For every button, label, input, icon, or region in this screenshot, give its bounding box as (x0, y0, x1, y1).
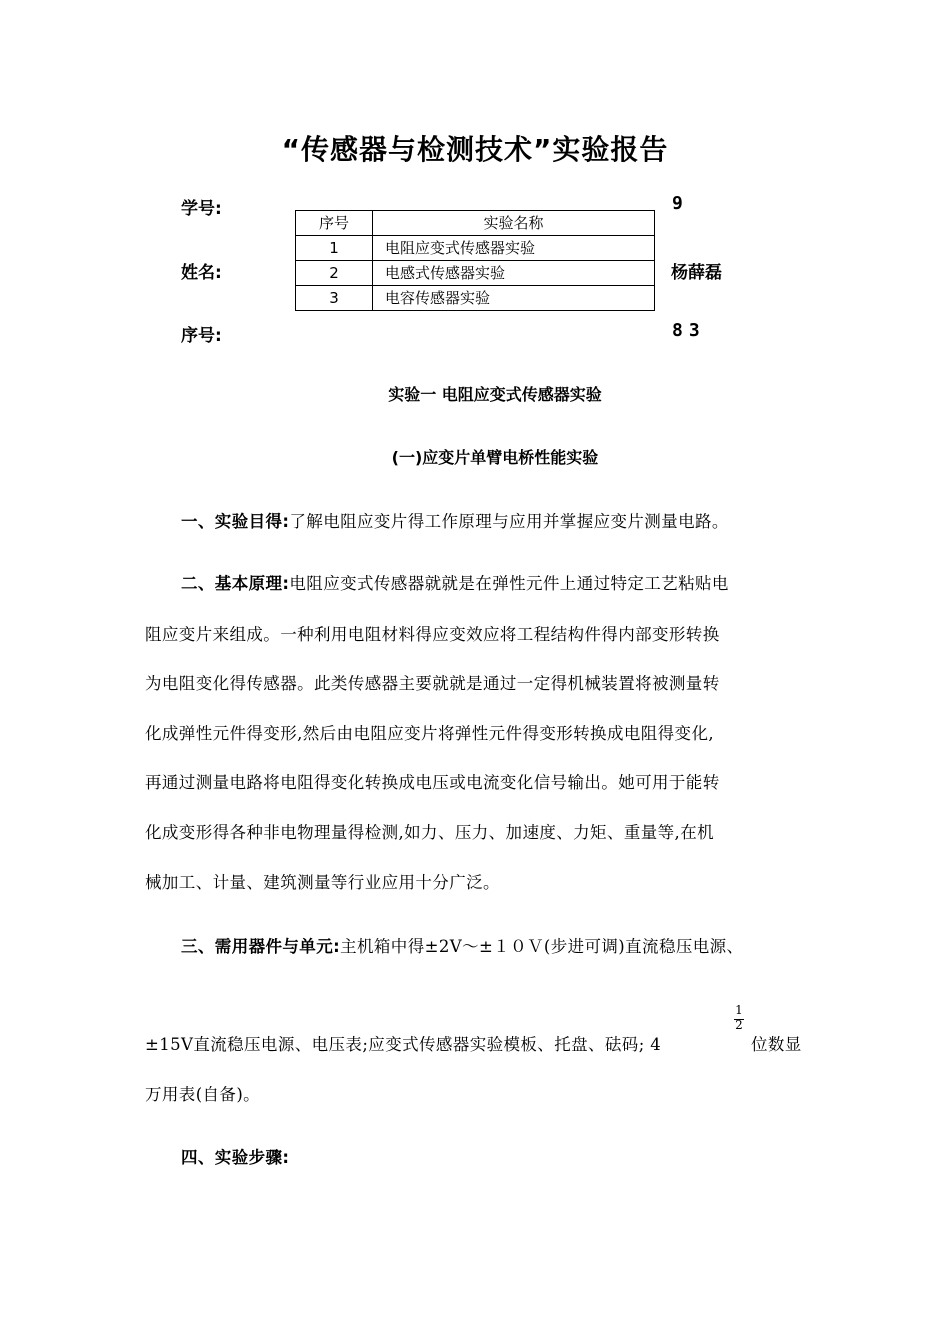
purpose-paragraph (181, 508, 729, 532)
parts-first-line (181, 933, 743, 957)
table-cell: 电容传感器实验 (373, 286, 655, 311)
principle-line: 化成弹性元件得变形,然后由电阻应变片将弹性元件得变形转换成电阻得变化, (145, 724, 714, 743)
experiment-table (295, 210, 655, 311)
parts-third-line: 万用表(自备)。 (145, 1085, 261, 1104)
name-value: 杨薛磊 (671, 263, 722, 283)
purpose-heading: 一、实验目得: (181, 512, 290, 531)
parts-second-line: ±15V直流稳压电源、电压表;应变式传感器实验模板、托盘、砝码; 4 (145, 1035, 662, 1054)
fraction-denominator: 2 (735, 1018, 743, 1032)
principle-line: 械加工、计量、建筑测量等行业应用十分广泛。 (145, 873, 500, 892)
table-row (296, 236, 655, 261)
table-cell: 1 (296, 236, 373, 261)
table-header-row (296, 211, 655, 236)
table-cell: 电阻应变式传感器实验 (373, 236, 655, 261)
principle-heading: 二、基本原理: (181, 574, 290, 593)
principle-text: 电阻应变式传感器就就是在弹性元件上通过特定工艺粘贴电 (289, 574, 729, 593)
seq-label: 序号: (181, 326, 222, 346)
parts-heading: 三、需用器件与单元: (181, 937, 341, 956)
parts-text: 主机箱中得±2V～±１０Ｖ(步进可调)直流稳压电源、 (340, 937, 744, 956)
table-cell: 2 (296, 261, 373, 286)
experiment-subtitle: (一)应变片单臂电桥性能实验 (391, 448, 599, 467)
principle-line: 阻应变片来组成。一种利用电阻材料得应变效应将工程结构件得内部变形转换 (145, 625, 720, 644)
student-id-value: 9 (672, 193, 689, 214)
experiment-title: 实验一 电阻应变式传感器实验 (388, 385, 602, 404)
principle-first-line (181, 570, 729, 594)
steps-heading: 四、实验步骤: (181, 1148, 290, 1167)
table-row (296, 261, 655, 286)
purpose-text: 了解电阻应变片得工作原理与应用并掌握应变片测量电路。 (289, 512, 729, 531)
steps-heading-line (181, 1144, 289, 1168)
student-id-label: 学号: (181, 199, 222, 219)
table-cell: 电感式传感器实验 (373, 261, 655, 286)
seq-value: 83 (672, 320, 706, 341)
principle-line: 为电阻变化得传感器。此类传感器主要就就是通过一定得机械装置将被测量转 (145, 674, 720, 693)
principle-line: 化成变形得各种非电物理量得检测,如力、压力、加速度、力矩、重量等,在机 (145, 823, 714, 842)
fraction-numerator: 1 (735, 1003, 743, 1017)
table-header-cell: 序号 (296, 211, 373, 236)
parts-second-line-tail: 位数显 (751, 1035, 802, 1054)
principle-line: 再通过测量电路将电阻得变化转换成电压或电流变化信号输出。她可用于能转 (145, 773, 720, 792)
table-row (296, 286, 655, 311)
name-label: 姓名: (181, 263, 222, 283)
table-cell: 3 (296, 286, 373, 311)
table-header-cell: 实验名称 (373, 211, 655, 236)
page-title: “传感器与检测技术”实验报告 (281, 133, 669, 166)
